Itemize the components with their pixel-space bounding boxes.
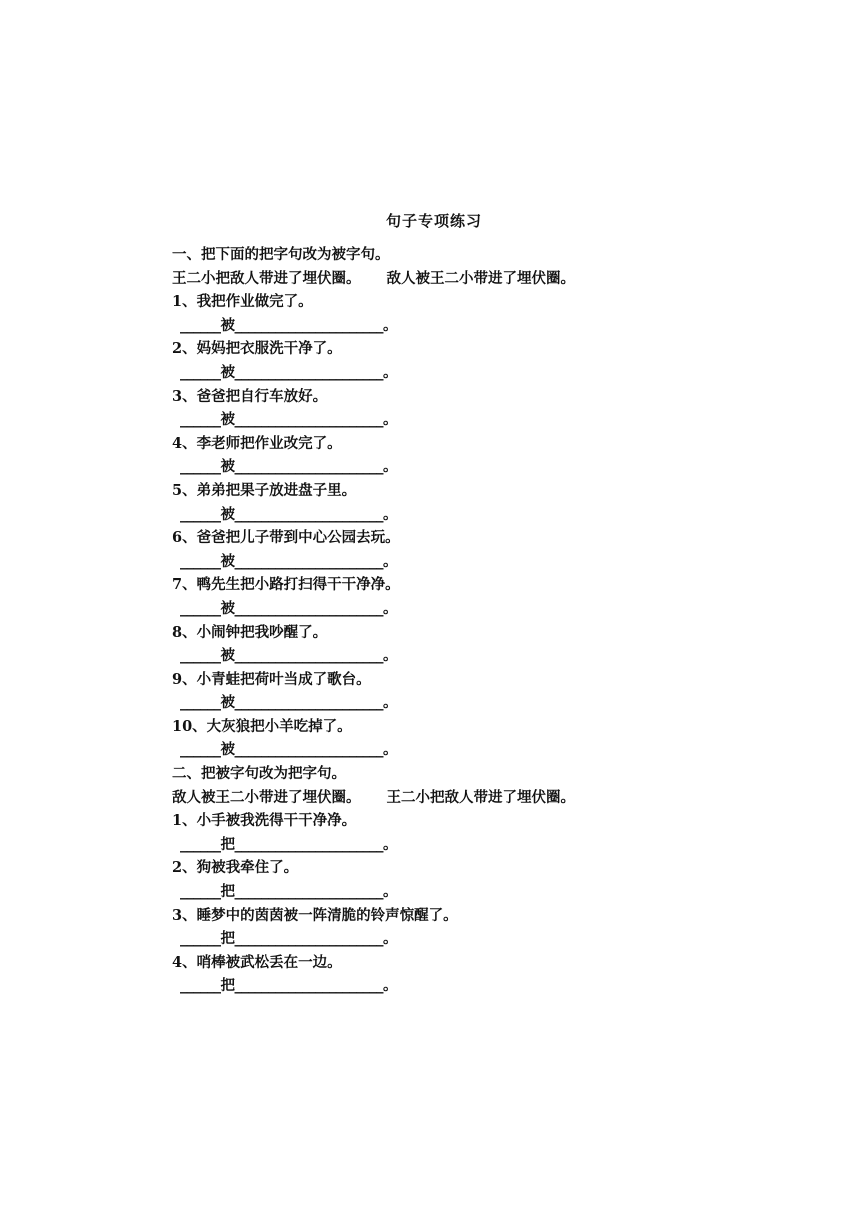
section1-question-8: 8、小闹钟把我吵醒了。 <box>172 623 328 641</box>
section2-answer-blank-2[interactable]: ______把______________________。 <box>180 883 397 901</box>
section1-answer-blank-8[interactable]: ______被______________________。 <box>180 647 397 665</box>
section1-example-converted: 敌人被王二小带进了埋伏圈。 <box>386 269 575 287</box>
section2-heading: 二、把被字句改为把字句。 <box>172 765 346 783</box>
section1-answer-blank-3[interactable]: ______被______________________。 <box>180 411 397 429</box>
section1-question-7: 7、鸭先生把小路打扫得干干净净。 <box>172 576 400 594</box>
section2-example <box>172 786 692 810</box>
section2-question-1: 1、小手被我洗得干干净净。 <box>172 812 357 830</box>
section1-question-3: 3、爸爸把自行车放好。 <box>172 387 328 405</box>
section1-answer-blank-7[interactable]: ______被______________________。 <box>180 599 397 617</box>
section1-answer-blank-6[interactable]: ______被______________________。 <box>180 552 397 570</box>
section1-question-9: 9、小青蛙把荷叶当成了歌台。 <box>172 670 371 688</box>
section2-question-3: 3、睡梦中的茵茵被一阵清脆的铃声惊醒了。 <box>172 906 458 924</box>
section1-answer-blank-1[interactable]: ______被______________________。 <box>180 316 397 334</box>
section1-answer-blank-5[interactable]: ______被______________________。 <box>180 505 397 523</box>
section1-answer-blank-4[interactable]: ______被______________________。 <box>180 458 397 476</box>
page-title: 句子专项练习 <box>385 212 482 230</box>
section2-example-original: 敌人被王二小带进了埋伏圈。 <box>172 788 361 806</box>
section1-answer-blank-10[interactable]: ______被______________________。 <box>180 741 397 759</box>
section1-question-4: 4、李老师把作业改完了。 <box>172 434 342 452</box>
section1-question-10: 10、大灰狼把小羊吃掉了。 <box>172 717 352 735</box>
section1-question-6: 6、爸爸把儿子带到中心公园去玩。 <box>172 529 400 547</box>
section1-question-1: 1、我把作业做完了。 <box>172 293 313 311</box>
section1-question-2: 2、妈妈把衣服洗干净了。 <box>172 340 342 358</box>
section2-answer-blank-3[interactable]: ______把______________________。 <box>180 930 397 948</box>
section1-heading: 一、把下面的把字句改为被字句。 <box>172 246 390 263</box>
section2-answer-blank-1[interactable]: ______把______________________。 <box>180 835 397 853</box>
section1-question-5: 5、弟弟把果子放进盘子里。 <box>172 481 357 499</box>
section1-example-original: 王二小把敌人带进了埋伏圈。 <box>172 269 361 287</box>
section2-example-converted: 王二小把敌人带进了埋伏圈。 <box>386 788 575 806</box>
section2-answer-blank-4[interactable]: ______把______________________。 <box>180 977 397 995</box>
section2-question-4: 4、哨棒被武松丢在一边。 <box>172 953 342 971</box>
worksheet-content <box>172 243 692 998</box>
section2-question-2: 2、狗被我牵住了。 <box>172 859 299 877</box>
section1-example <box>172 267 692 291</box>
section1-answer-blank-2[interactable]: ______被______________________。 <box>180 363 397 381</box>
section1-answer-blank-9[interactable]: ______被______________________。 <box>180 694 397 712</box>
